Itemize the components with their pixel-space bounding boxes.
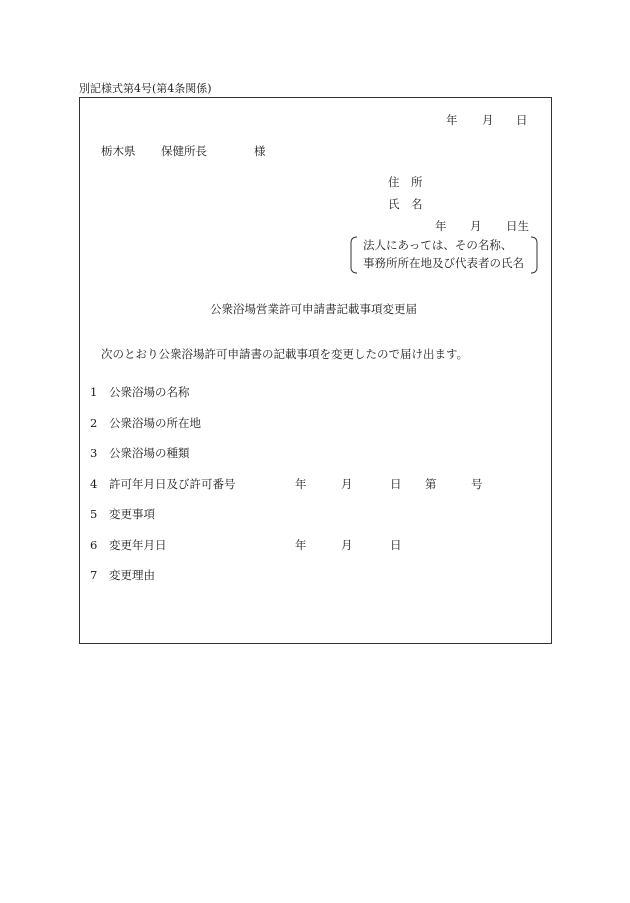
item-2-label: 公衆浴場の所在地 (109, 416, 201, 430)
item-4-day: 日 (390, 477, 402, 491)
item-6-day: 日 (390, 538, 402, 552)
item-1-label: 公衆浴場の名称 (109, 385, 190, 399)
birth-month-label: 月 (470, 219, 482, 233)
form-frame (79, 97, 552, 644)
item-7-label: 変更理由 (109, 568, 155, 582)
corporate-note-line1: 法人にあっては、その名称、 (363, 238, 513, 252)
item-4-go: 号 (471, 477, 483, 491)
corporate-note-bracket (349, 236, 539, 274)
document-title: 公衆浴場営業許可申請書記載事項変更届 (210, 302, 417, 316)
addressee-prefecture: 栃木県 (101, 144, 136, 158)
date-year-label: 年 (446, 113, 458, 127)
item-4-dai: 第 (425, 477, 437, 491)
item-2-number: 2 (90, 416, 98, 430)
addressee-office: 保健所長 (161, 144, 207, 158)
birth-day-label: 日生 (506, 219, 529, 233)
item-6-month: 月 (341, 538, 353, 552)
date-month-label: 月 (482, 113, 494, 127)
form-number-label: 別記様式第4号(第4条関係) (79, 82, 212, 95)
item-4-year: 年 (295, 477, 307, 491)
item-5-number: 5 (90, 507, 98, 521)
item-6-year: 年 (295, 538, 307, 552)
item-6-number: 6 (90, 538, 98, 552)
intro-text: 次のとおり公衆浴場許可申請書の記載事項を変更したので届け出ます。 (101, 347, 469, 361)
applicant-name-label: 氏 名 (388, 197, 423, 211)
item-4-label: 許可年月日及び許可番号 (109, 477, 236, 491)
item-4-month: 月 (341, 477, 353, 491)
item-4-number: 4 (90, 477, 98, 491)
corporate-note-line2: 事務所所在地及び代表者の氏名 (363, 256, 524, 270)
item-7-number: 7 (90, 568, 98, 582)
item-5-label: 変更事項 (109, 507, 155, 521)
item-6-label: 変更年月日 (109, 538, 167, 552)
birth-year-label: 年 (435, 219, 447, 233)
item-1-number: 1 (90, 385, 98, 399)
addressee-honorific: 様 (254, 144, 266, 158)
applicant-address-label: 住 所 (388, 175, 423, 189)
item-3-number: 3 (90, 446, 98, 460)
date-day-label: 日 (516, 113, 528, 127)
item-3-label: 公衆浴場の種類 (109, 446, 190, 460)
